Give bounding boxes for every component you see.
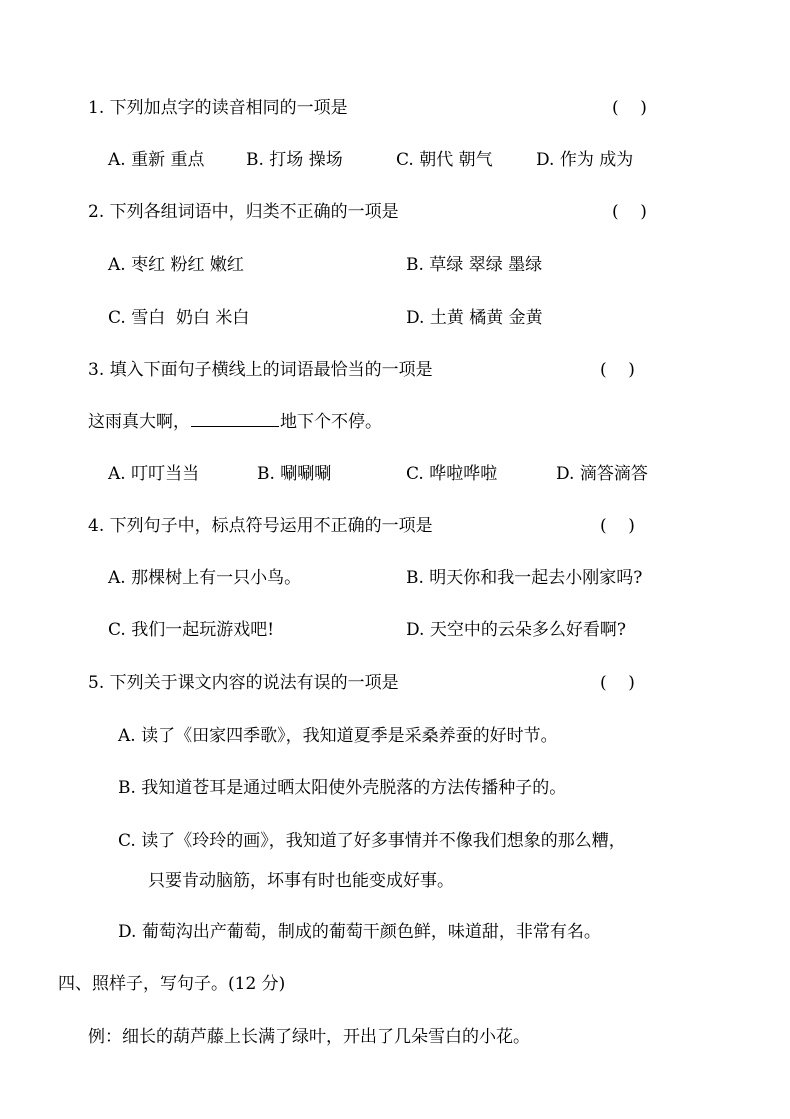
question-3-option-d: D. 滴答滴答 [556, 464, 648, 484]
question-4-option-d: D. 天空中的云朵多么好看啊? [406, 620, 626, 640]
question-3-stem: 3. 填入下面句子横线上的词语最恰当的一项是 [88, 360, 433, 380]
question-1-stem: 1. 下列加点字的读音相同的一项是 [88, 98, 348, 118]
sentence-after-blank: 地下个不停。 [280, 412, 382, 432]
question-2-answer-paren[interactable]: ( ) [612, 202, 647, 222]
fill-in-blank[interactable] [191, 410, 279, 427]
question-5-answer-paren[interactable]: ( ) [600, 673, 635, 693]
question-1-option-d: D. 作为 成为 [536, 150, 634, 170]
question-3-sentence [88, 410, 382, 434]
question-4-option-c: C. 我们一起玩游戏吧! [108, 620, 275, 640]
question-1-option-a: A. 重新 重点 [108, 150, 205, 170]
question-3-option-c: C. 哗啦哗啦 [406, 464, 498, 484]
question-3-option-a: A. 叮叮当当 [108, 464, 200, 484]
question-4-stem: 4. 下列句子中，标点符号运用不正确的一项是 [88, 516, 433, 536]
question-5-option-d: D. 葡萄沟出产葡萄，制成的葡萄干颜色鲜，味道甜，非常有名。 [118, 922, 601, 942]
question-3-option-b: B. 唰唰唰 [257, 464, 332, 484]
question-4-option-b: B. 明天你和我一起去小刚家吗? [406, 568, 643, 588]
question-2-option-a: A. 枣红 粉红 嫩红 [108, 255, 244, 275]
section-4-title: 四、照样子，写句子。(12 分) [58, 974, 286, 994]
question-5-option-b: B. 我知道苍耳是通过晒太阳使外壳脱落的方法传播种子的。 [118, 778, 567, 798]
question-2-option-d: D. 土黄 橘黄 金黄 [406, 308, 543, 328]
question-2-option-b: B. 草绿 翠绿 墨绿 [406, 255, 543, 275]
question-5-option-c-continued: 只要肯动脑筋，坏事有时也能变成好事。 [148, 871, 454, 891]
question-4-option-a: A. 那棵树上有一只小鸟。 [108, 568, 302, 588]
question-1-answer-paren[interactable]: ( ) [612, 98, 647, 118]
question-3-answer-paren[interactable]: ( ) [600, 360, 635, 380]
sentence-before-blank: 这雨真大啊， [88, 412, 190, 432]
question-2-stem: 2. 下列各组词语中，归类不正确的一项是 [88, 202, 399, 222]
question-5-option-a: A. 读了《田家四季歌》，我知道夏季是采桑养蚕的好时节。 [118, 726, 558, 746]
question-5-option-c: C. 读了《玲玲的画》，我知道了好多事情并不像我们想象的那么糟， [118, 831, 626, 851]
question-1-option-c: C. 朝代 朝气 [396, 150, 493, 170]
question-5-stem: 5. 下列关于课文内容的说法有误的一项是 [88, 673, 399, 693]
question-2-option-c: C. 雪白 奶白 米白 [108, 308, 250, 328]
question-4-answer-paren[interactable]: ( ) [600, 516, 635, 536]
question-1-option-b: B. 打场 操场 [246, 150, 343, 170]
section-4-example: 例：细长的葫芦藤上长满了绿叶，开出了几朵雪白的小花。 [88, 1027, 530, 1047]
